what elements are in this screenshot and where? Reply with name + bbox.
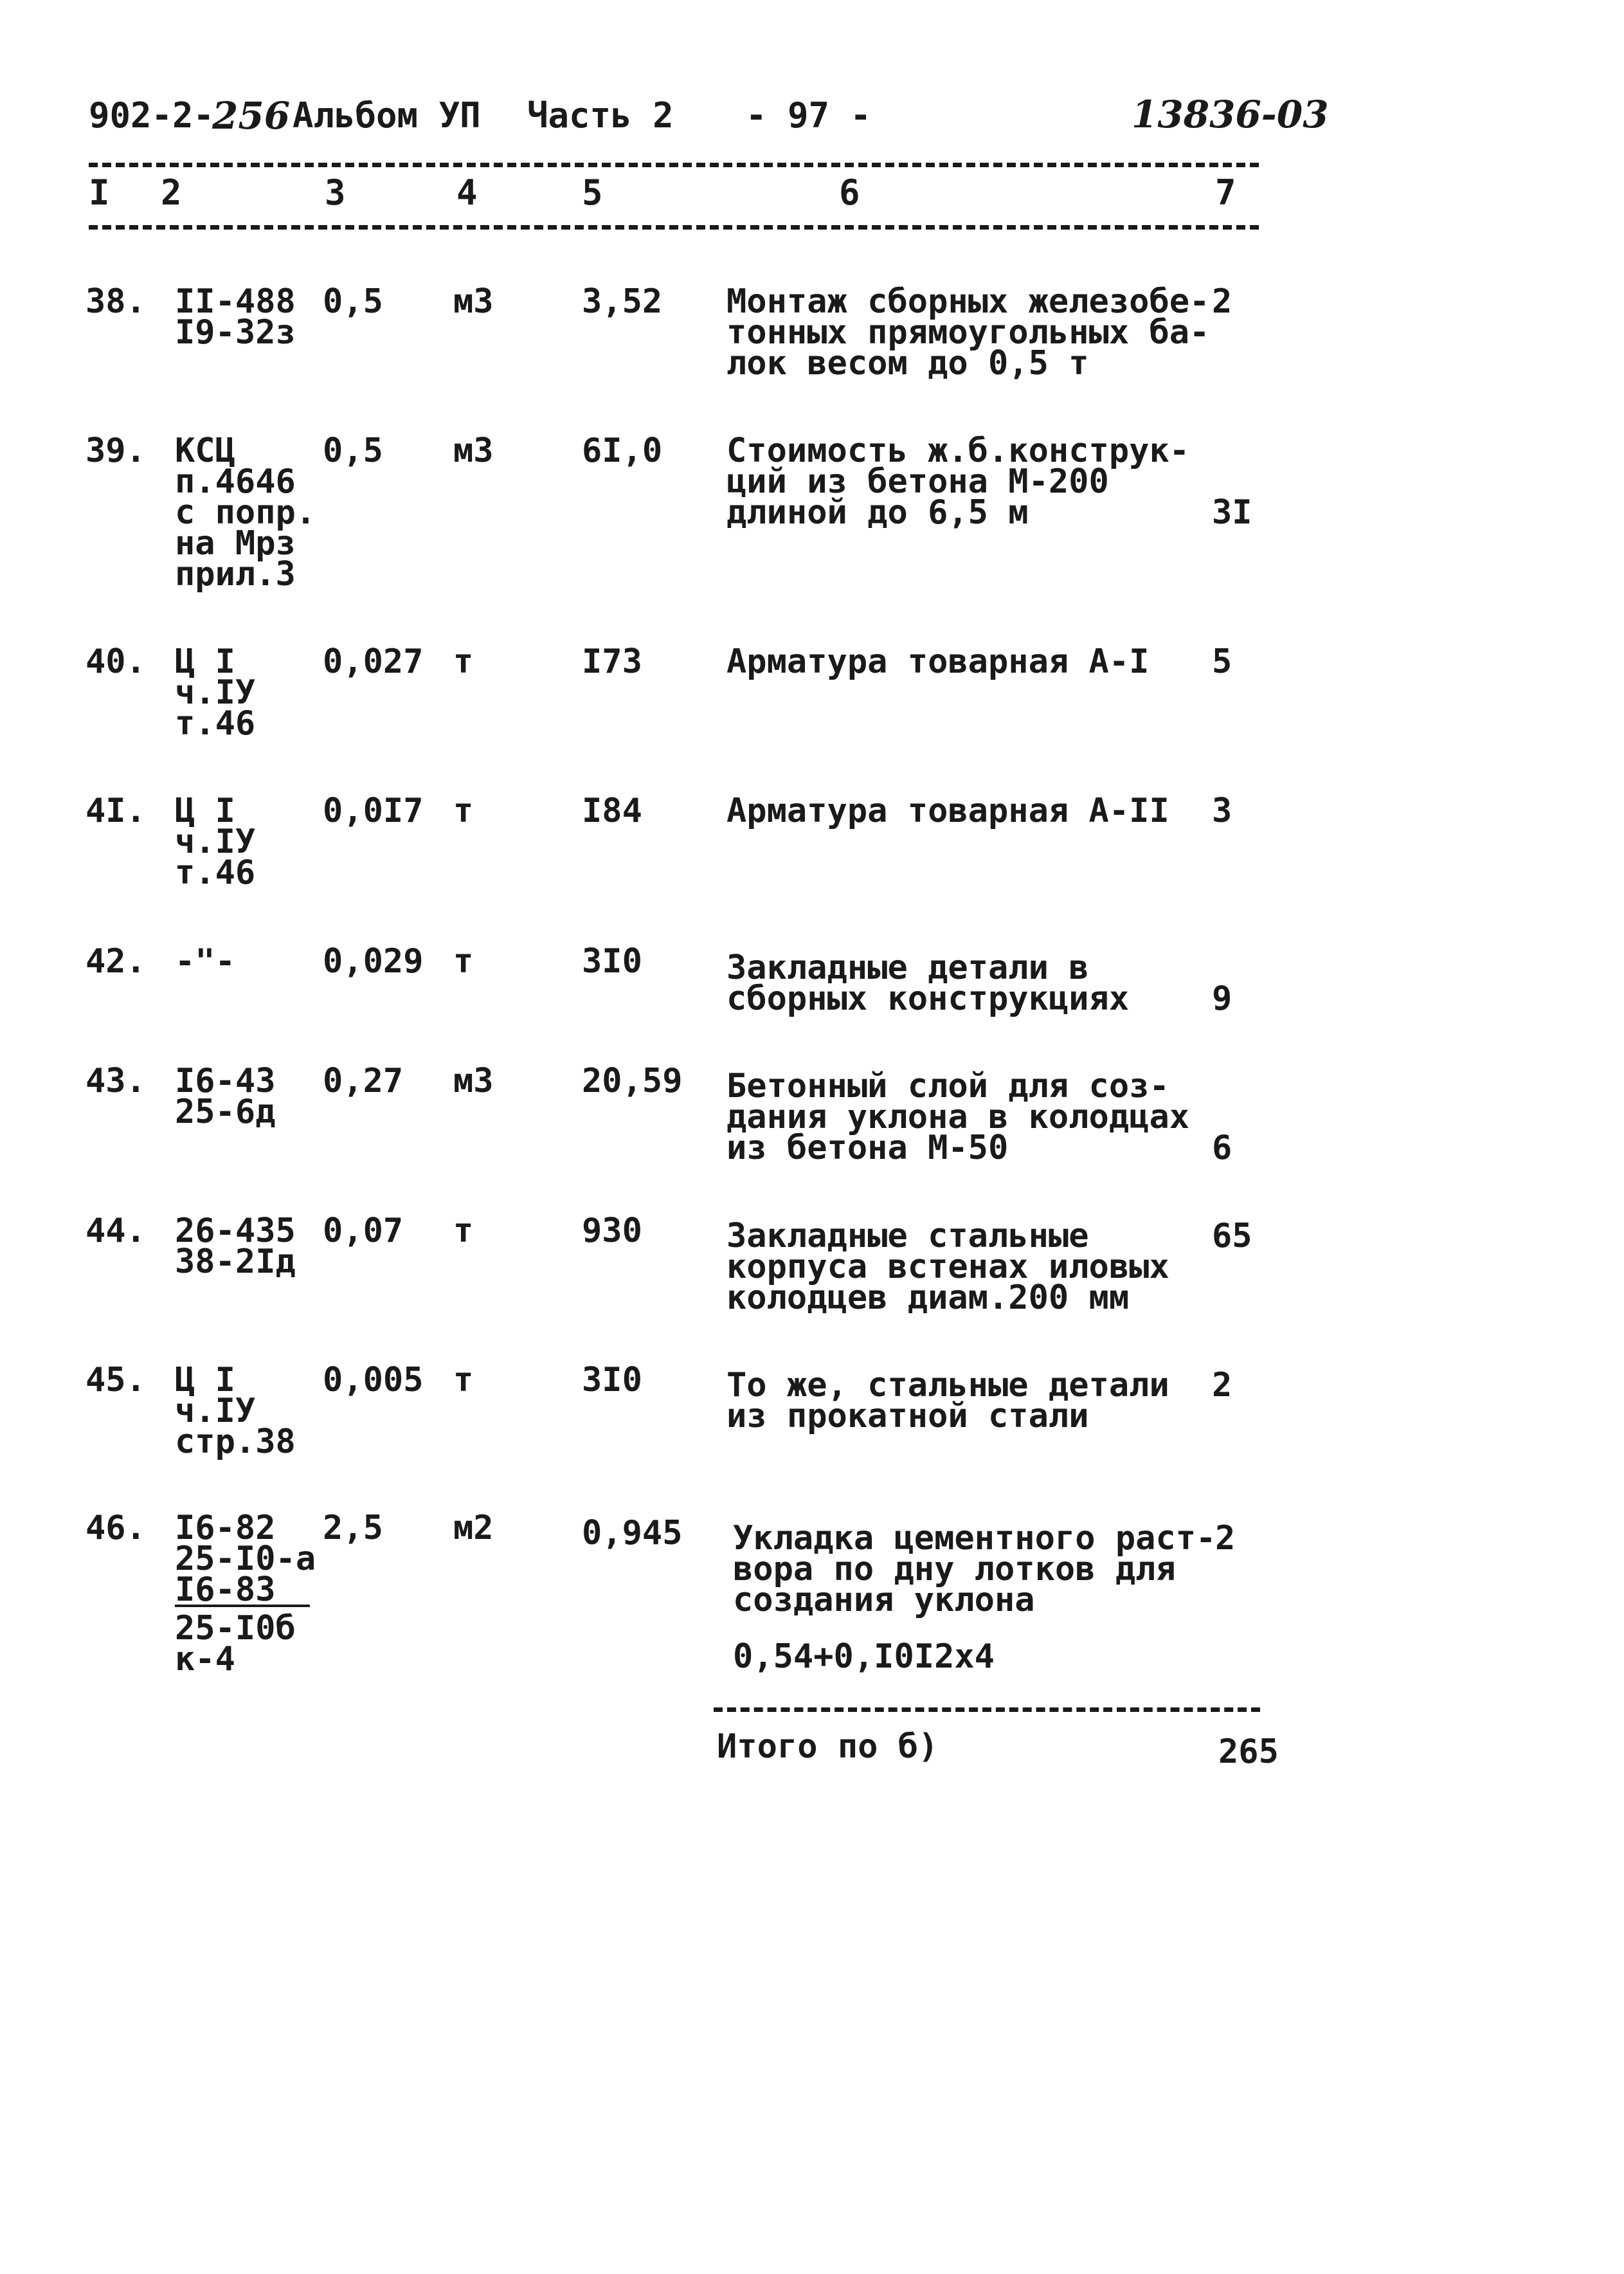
row-number: 40. (86, 642, 146, 681)
row-total: 9 (1212, 979, 1232, 1018)
row-number: 39. (86, 432, 146, 470)
row-reference: I6-83 (175, 1570, 276, 1609)
row-reference: 38-2Iд (175, 1242, 296, 1281)
row-reference: -"- (175, 942, 235, 981)
row-reference: Ц I (175, 642, 235, 681)
part-label: Часть 2 (527, 95, 674, 136)
summary-value: 265 (1218, 1733, 1279, 1771)
row-reference: 25-I0б (175, 1609, 296, 1648)
row-description: длиной до 6,5 м (726, 493, 1029, 532)
row-description: из бетона М-50 (726, 1129, 1009, 1167)
row-quantity: 0,5 (323, 282, 383, 321)
row-quantity: 0,027 (323, 642, 424, 681)
row-reference: КСЦ (175, 432, 235, 470)
row-reference: 25-6д (175, 1093, 276, 1131)
row-description: тонных прямоугольных ба- (726, 313, 1210, 352)
row-total: 65 (1212, 1217, 1252, 1255)
row-quantity: 0,07 (323, 1212, 404, 1250)
row-description: лок весом до 0,5 т (726, 344, 1089, 383)
row-quantity: 0,029 (323, 942, 424, 981)
row-reference: ч.IУ (175, 823, 256, 861)
row-reference: 26-435 (175, 1212, 296, 1250)
row-price: 3,52 (582, 282, 663, 321)
row-price: 20,59 (582, 1062, 683, 1100)
inventory-stamp: 13836-03 (1132, 93, 1329, 136)
row-description: Закладные стальные (726, 1217, 1089, 1255)
row-description: из прокатной стали (726, 1397, 1089, 1435)
row-number: 43. (86, 1062, 146, 1100)
row-quantity: 0,0I7 (323, 792, 424, 830)
row-number: 46. (86, 1509, 146, 1547)
header-top-rule (89, 163, 1259, 167)
row-reference: прил.3 (175, 555, 296, 594)
row-price: 3I0 (582, 942, 642, 981)
doc-code-prefix: 902-2- (89, 95, 215, 136)
row-description: дания уклона в колодцах (726, 1098, 1190, 1136)
row-reference: на Мрз (175, 524, 296, 563)
row-description: Арматура товарная А-I (726, 642, 1150, 681)
row-total: 5 (1212, 642, 1232, 681)
row-number: 4I. (86, 792, 146, 830)
row-price: 6I,0 (582, 432, 663, 470)
row-description: сборных конструкциях (726, 979, 1130, 1018)
col-header-5: 5 (582, 172, 603, 213)
row-reference: ч.IУ (175, 1392, 256, 1430)
row-reference: I6-43 (175, 1062, 276, 1100)
row-price: I84 (582, 792, 642, 830)
row-total: 2 (1212, 1366, 1232, 1405)
row-reference: п.4646 (175, 462, 296, 501)
col-header-7: 7 (1215, 172, 1236, 213)
col-header-6: 6 (839, 172, 860, 213)
row-reference: стр.38 (175, 1423, 296, 1461)
row-reference: Ц I (175, 1361, 235, 1399)
row-number: 38. (86, 282, 146, 321)
row-description: вора по дну лотков для (733, 1550, 1176, 1588)
row-reference: т.46 (175, 704, 256, 743)
summary-label: Итого по б) (717, 1727, 939, 1766)
row-description: Бетонный слой для соз- (726, 1067, 1169, 1105)
row-description: Укладка цементного раст- (733, 1519, 1216, 1558)
row-reference: I9-32з (175, 313, 296, 352)
page-number: - 97 - (746, 95, 872, 136)
row-unit: м3 (453, 1062, 494, 1100)
row-description: колодцев диам.200 мм (726, 1278, 1130, 1317)
row-unit: м3 (453, 282, 494, 321)
row-formula: 0,54+0,I0I2х4 (733, 1637, 995, 1676)
row-description: Закладные детали в (726, 949, 1089, 987)
col-header-4: 4 (456, 172, 478, 213)
row-reference: 25-I0-а (175, 1540, 316, 1578)
row-number: 42. (86, 942, 146, 981)
row-total: 2 (1215, 1519, 1236, 1558)
row-unit: т (453, 792, 474, 830)
row-reference: к-4 (175, 1640, 235, 1678)
fraction-bar (175, 1605, 310, 1607)
row-unit: т (453, 642, 474, 681)
row-description: ций из бетона М-200 (726, 462, 1109, 501)
row-unit: т (453, 942, 474, 981)
row-quantity: 0,5 (323, 432, 383, 470)
row-quantity: 0,005 (323, 1361, 424, 1399)
row-reference: Ц I (175, 792, 235, 830)
row-reference: II-488 (175, 282, 296, 321)
row-number: 44. (86, 1212, 146, 1250)
row-total: 3 (1212, 792, 1232, 830)
col-header-3: 3 (325, 172, 346, 213)
row-unit: т (453, 1361, 474, 1399)
row-total: 2 (1212, 282, 1232, 321)
col-header-2: 2 (161, 172, 182, 213)
row-description: создания уклона (733, 1581, 1035, 1619)
row-unit: м3 (453, 432, 494, 470)
row-reference: с попр. (175, 493, 316, 532)
row-price: I73 (582, 642, 642, 681)
row-price: 0,945 (582, 1514, 683, 1552)
row-quantity: 0,27 (323, 1062, 404, 1100)
row-total: 3I (1212, 493, 1252, 532)
row-unit: т (453, 1212, 474, 1250)
row-reference: I6-82 (175, 1509, 276, 1547)
col-header-1: I (89, 172, 110, 213)
row-number: 45. (86, 1361, 146, 1399)
row-reference: ч.IУ (175, 673, 256, 712)
row-description: корпуса встенах иловых (726, 1248, 1169, 1286)
row-description: Стоимость ж.б.конструк- (726, 432, 1190, 470)
row-description: То же, стальные детали (726, 1366, 1169, 1405)
summary-rule (714, 1707, 1260, 1712)
album-label: Альбом УП (293, 95, 481, 136)
row-total: 6 (1212, 1129, 1232, 1167)
row-description: Арматура товарная А-II (726, 792, 1169, 830)
row-description: Монтаж сборных железобе- (726, 282, 1210, 321)
doc-code-handwritten: 256 (212, 94, 291, 138)
row-reference: т.46 (175, 853, 256, 892)
row-price: 930 (582, 1212, 642, 1250)
row-quantity: 2,5 (323, 1509, 383, 1547)
row-unit: м2 (453, 1509, 494, 1547)
header-bottom-rule (89, 225, 1259, 230)
row-price: 3I0 (582, 1361, 642, 1399)
